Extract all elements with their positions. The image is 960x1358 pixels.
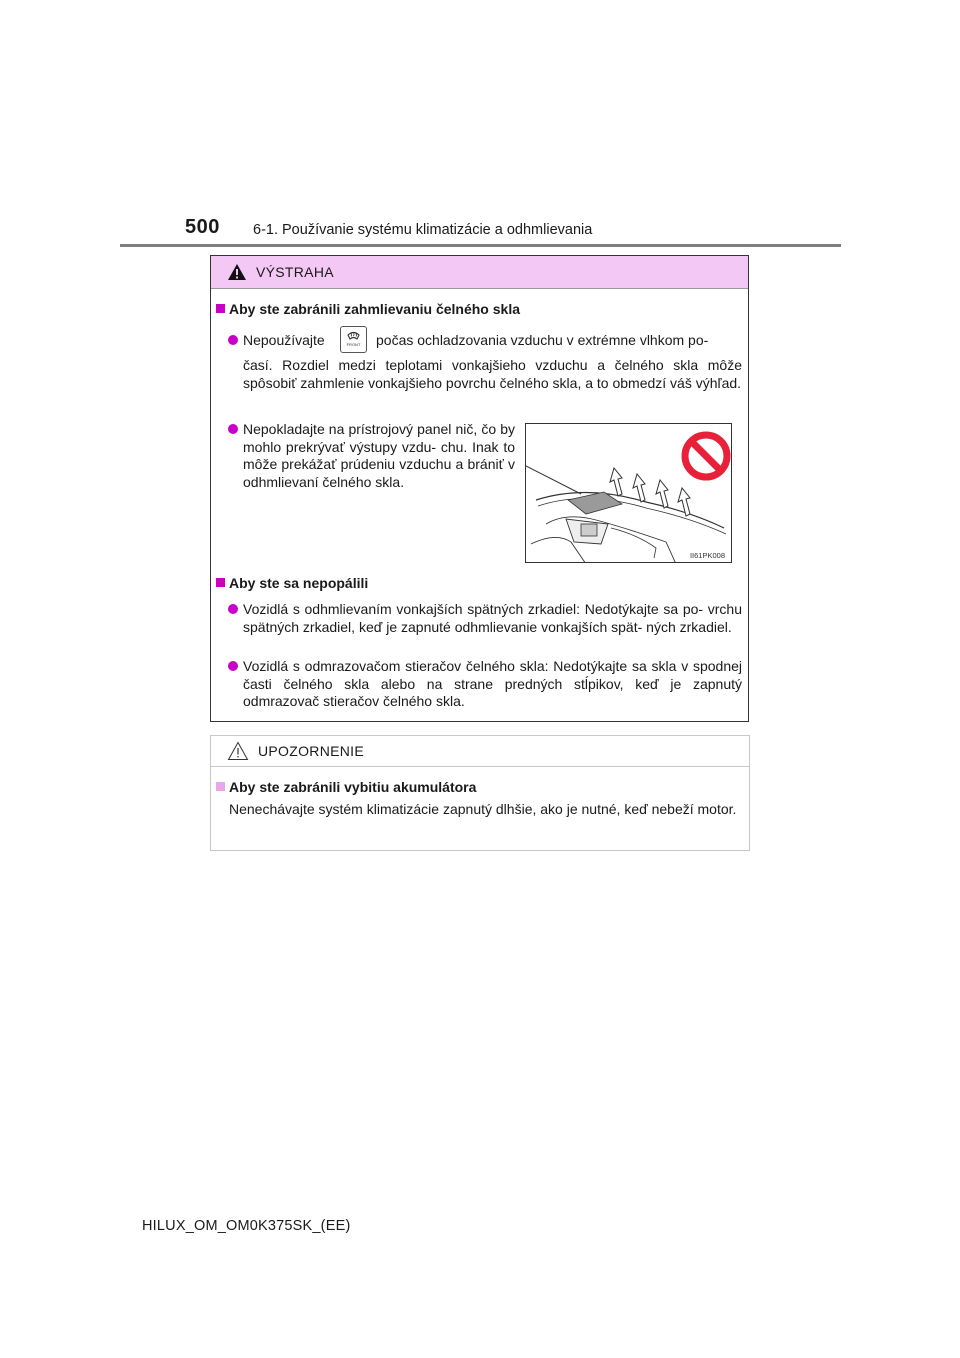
section-heading [216, 301, 520, 317]
page-number: 500 [185, 216, 220, 238]
round-bullet-icon [228, 661, 238, 671]
caution-header [211, 736, 749, 767]
square-bullet-icon [216, 782, 225, 791]
caution-triangle-icon [227, 741, 249, 761]
section-heading [216, 575, 368, 591]
caution-heading [216, 779, 476, 795]
front-defroster-button-icon [340, 326, 367, 353]
dashboard-illustration [525, 423, 732, 563]
item-text: Vozidlá s odhmlievaním vonkajších spätných zrkadiel: Nedotýkajte sa po- vrchu spätných zrkadiel, keď je zapnuté odhmlievanie vonkajších spät- ných zrkadiel. [243, 601, 742, 635]
warning-title: VÝSTRAHA [256, 264, 334, 280]
item-line-start: Nepoužívajte [243, 332, 325, 348]
caution-heading-text: Aby ste zabránili vybitiu akumulátora [229, 779, 477, 795]
round-bullet-icon [228, 424, 238, 434]
item-text: Vozidlá s odmrazovačom stieračov čelného skla: Nedotýkajte sa skla v spodnej časti čelného skla alebo na strane predných stĺpikov, keď je zapnutý odmrazovač stieračov čelného skla. [243, 658, 742, 709]
round-bullet-icon [228, 335, 238, 345]
section-heading-text: Aby ste zabránili zahmlievaniu čelného skla [229, 301, 520, 317]
item-text: Nepokladajte na prístrojový panel nič, čo by mohlo prekrývať výstupy vzdu- chu. Inak to môže prekážať prúdeniu vzduchu a brániť v odhmlievaní čelného skla. [243, 421, 515, 490]
round-bullet-icon [228, 604, 238, 614]
square-bullet-icon [216, 304, 225, 313]
square-bullet-icon [216, 578, 225, 587]
item-text: časí. Rozdiel medzi teplotami vonkajšieho vzduchu a čelného skla môže spôsobiť zahmlenie vonkajšieho povrchu čelného skla, a to obmedzí váš výhľad. [243, 357, 742, 391]
figure-code: II61PK008 [689, 551, 725, 560]
prohibition-icon [685, 435, 727, 477]
caution-text: Nenechávajte systém klimatizácie zapnutý dlhšie, ako je nutné, keď nebeží motor. [229, 801, 737, 817]
document-code: HILUX_OM_OM0K375SK_(EE) [142, 1218, 351, 1234]
caution-title: UPOZORNENIE [258, 743, 364, 759]
header-rule [120, 244, 841, 247]
dashboard-illustration-svg [526, 424, 732, 563]
section-heading-text: Aby ste sa nepopálili [229, 575, 369, 591]
warning-header [211, 256, 748, 289]
front-button-label: FRONT [346, 342, 361, 347]
item-line-end: počas ochladzovania vzduchu v extrémne vlhkom po- [376, 332, 709, 348]
section-title: 6-1. Používanie systému klimatizácie a odhmlievania [253, 222, 593, 238]
warning-triangle-icon [227, 263, 247, 281]
